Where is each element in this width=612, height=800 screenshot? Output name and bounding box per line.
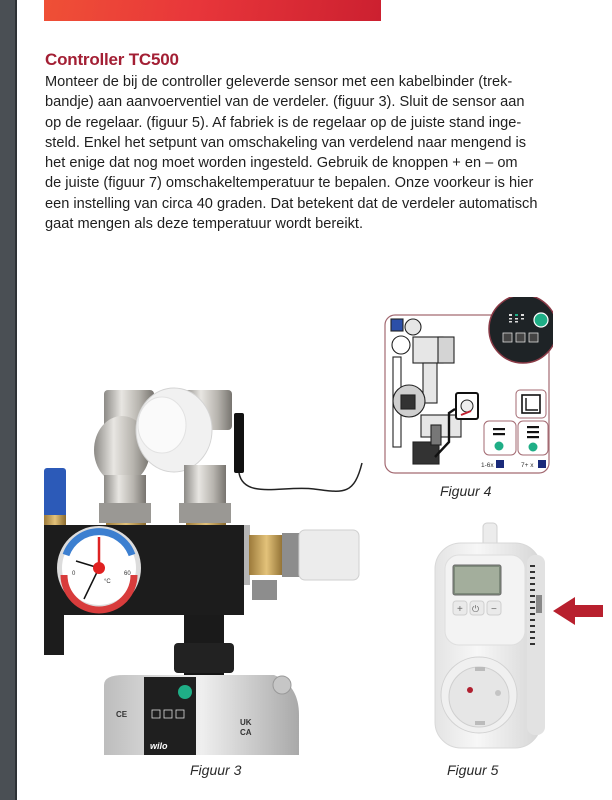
body-line: de juiste (figuur 7) omschakeltemperatuur te bepalen. Onze voorkeur is hier	[45, 175, 534, 192]
svg-text:7+ x: 7+ x	[521, 462, 534, 469]
svg-text:wilo: wilo	[150, 741, 168, 751]
body-line: Monteer de bij de controller geleverde sensor met een kabelbinder (trek-	[45, 74, 513, 90]
svg-text:−: −	[491, 604, 497, 615]
body-line: op de regelaar. (figuur 5). Af fabriek is de regelaar op de juiste stand inge-	[45, 114, 522, 131]
figure-4-caption: Figuur 4	[440, 483, 492, 499]
body-line: gaat mengen als deze temperatuur wordt bereikt.	[45, 216, 363, 233]
body-line: het enige dat nog moet worden ingesteld. Gebruik de knoppen + en – om	[45, 155, 518, 172]
figure-5-caption: Figuur 5	[447, 762, 499, 778]
figure-3-caption: Figuur 3	[190, 762, 242, 778]
header-color-band	[44, 0, 381, 21]
svg-text:CA: CA	[240, 728, 252, 737]
figure-5-controller-image	[415, 515, 605, 760]
body-line: steld. Enkel het setpunt van omschakeling van verdelend naar mengend is	[45, 134, 527, 151]
svg-text:+: +	[457, 604, 463, 615]
body-paragraph	[45, 72, 610, 234]
svg-text:60: 60	[124, 571, 131, 577]
svg-text:1-6x: 1-6x	[481, 462, 494, 469]
figure-3-manifold-image	[44, 385, 374, 755]
svg-text:CE: CE	[116, 710, 128, 719]
svg-text:UK: UK	[240, 718, 252, 727]
svg-text:⏻: ⏻	[472, 605, 480, 615]
figure-4-diagram-image	[383, 297, 553, 477]
body-line: een instelling van circa 40 graden. Dat betekent dat de verdeler automatisch	[45, 195, 538, 212]
body-line: bandje) aan aanvoerventiel van de verdeler. (figuur 3). Sluit de sensor aan	[45, 94, 525, 111]
svg-text:0: 0	[72, 571, 76, 577]
viewer-left-edge	[0, 0, 17, 800]
svg-text:°C: °C	[104, 579, 111, 585]
section-title: Controller TC500	[45, 50, 179, 69]
